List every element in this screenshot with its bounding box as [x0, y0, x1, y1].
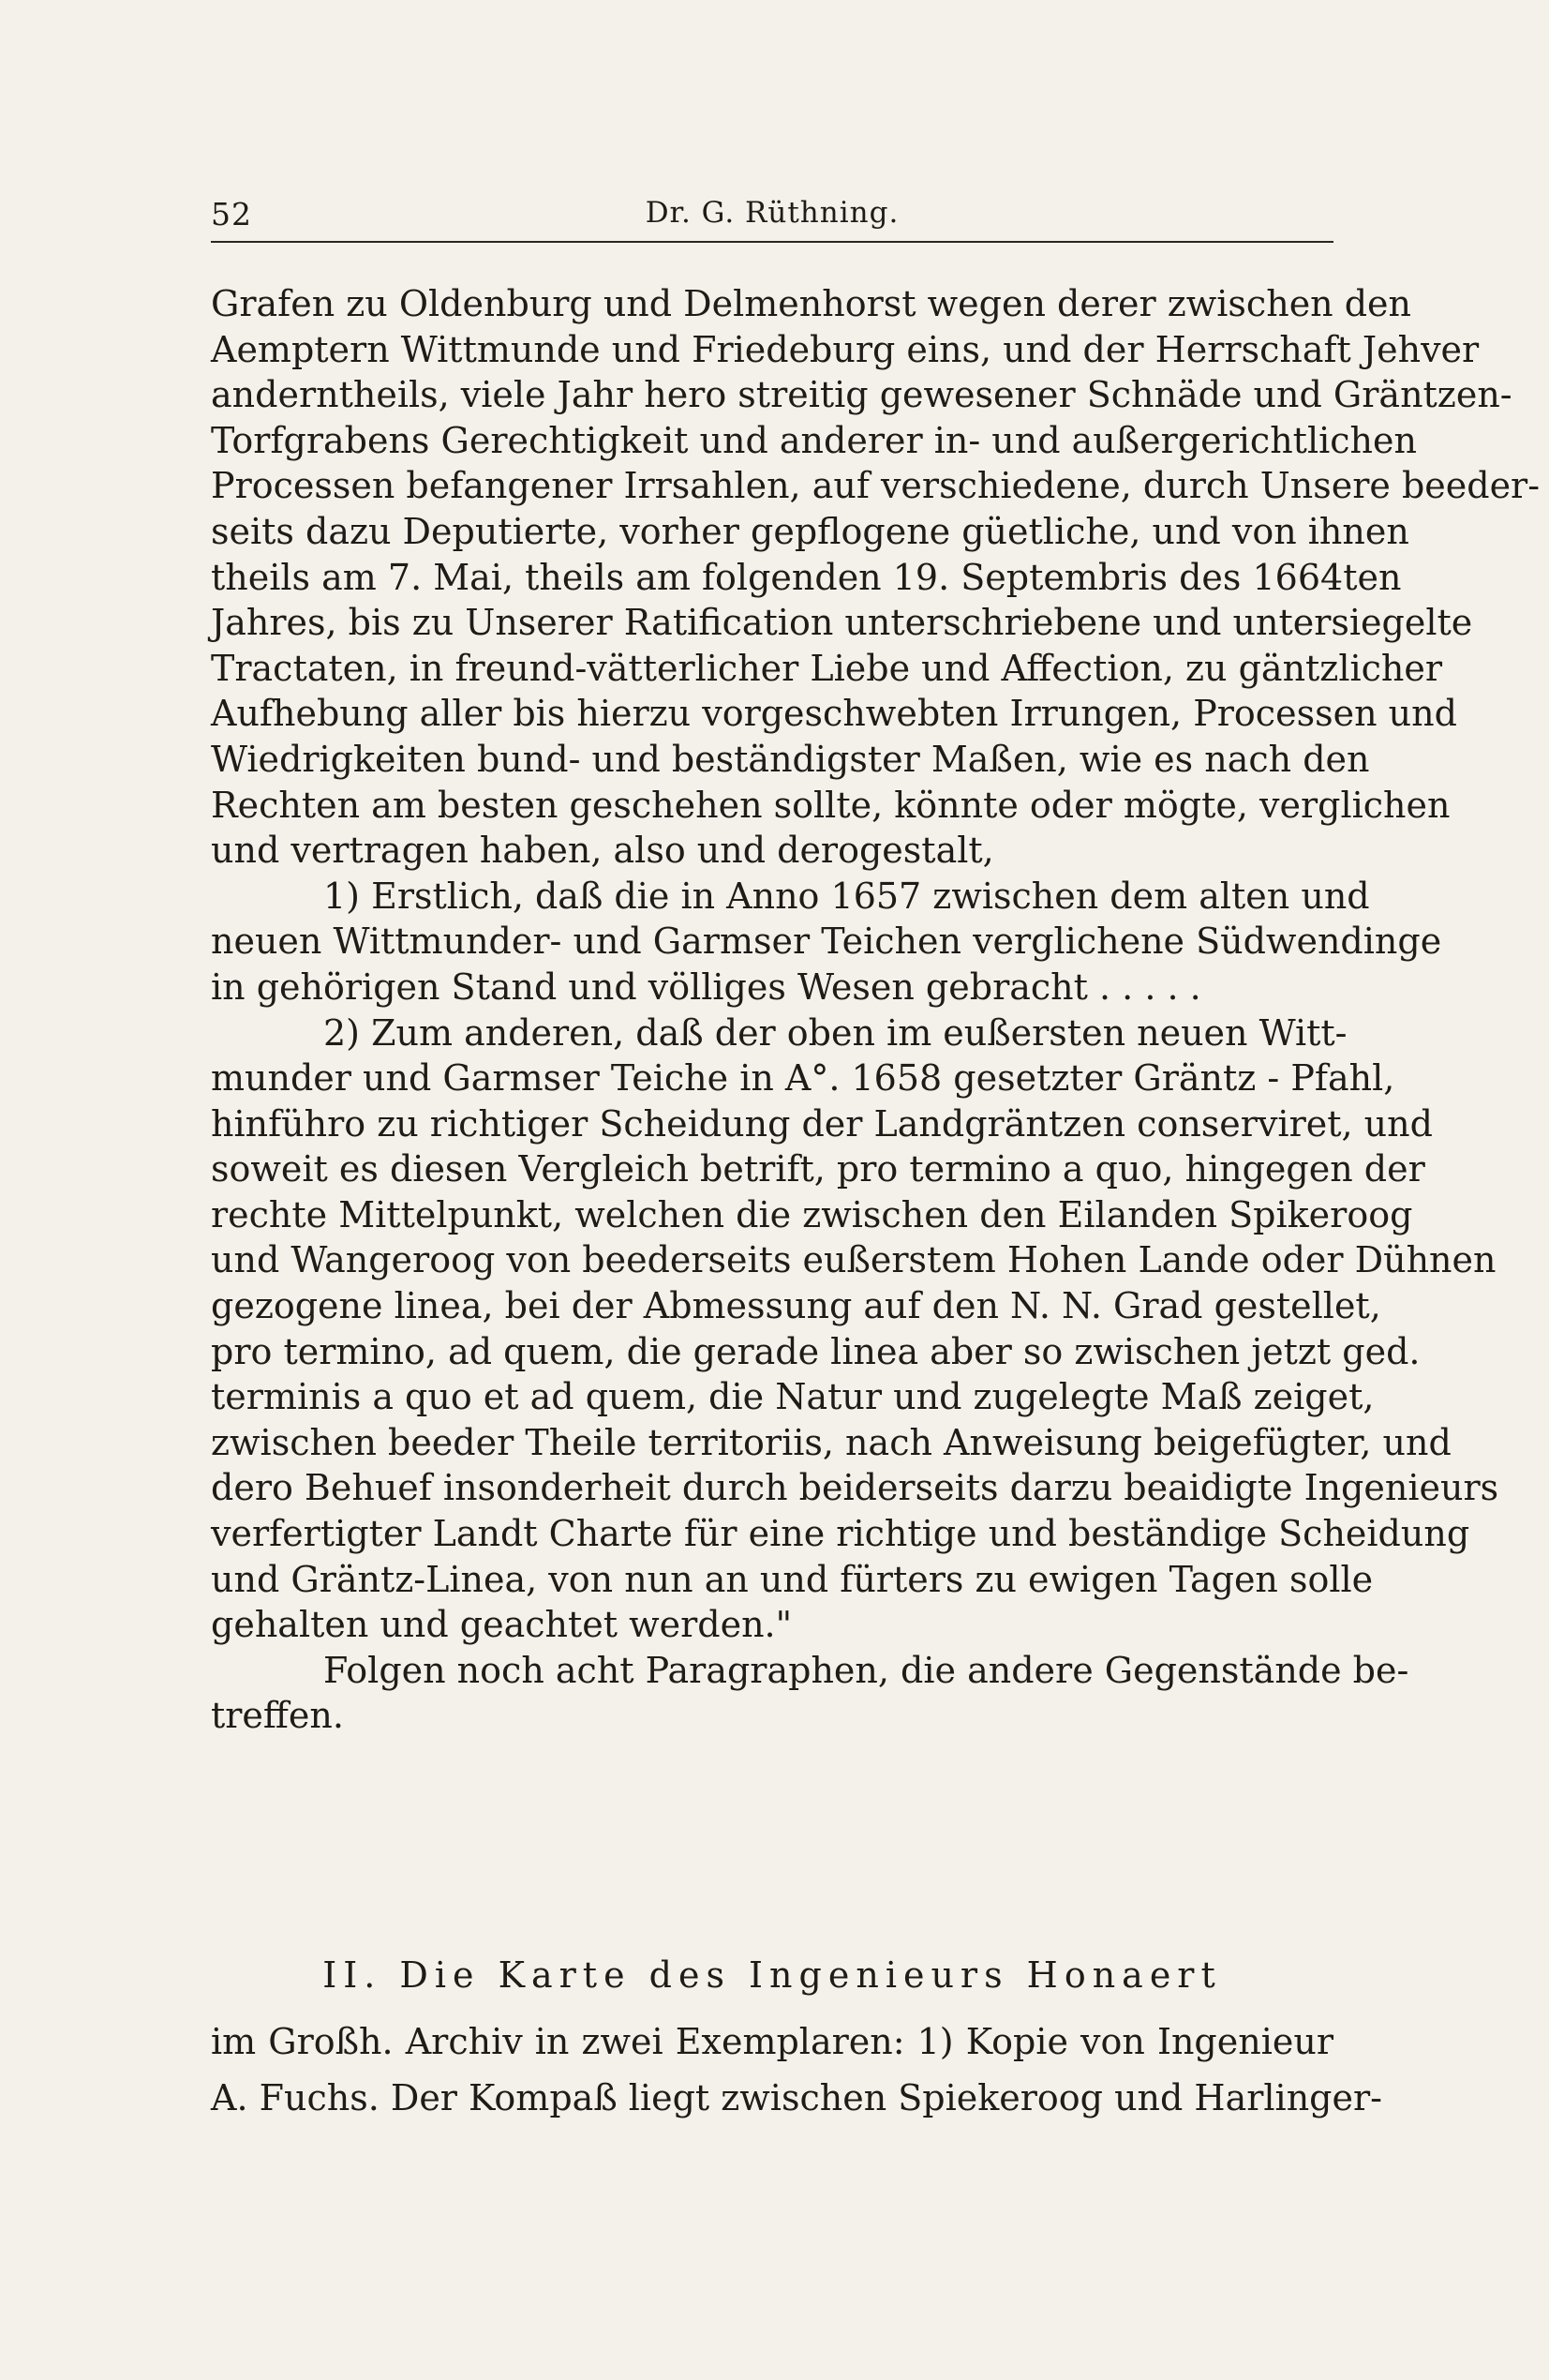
text-line: Processen befangener Irrsahlen, auf verschiedene, durch Unsere beeder- — [211, 465, 1541, 507]
text-line: verfertigter Landt Charte für eine richtige und beständige Scheidung — [211, 1513, 1470, 1555]
text-line: Aemptern Wittmunde und Friedeburg eins, und der Herrschaft Jehver — [211, 328, 1480, 370]
text-line: neuen Wittmunder- und Garmser Teichen verglichene Südwendinge — [211, 921, 1442, 963]
text-line: pro termino, ad quem, die gerade linea aber so zwischen jetzt ged. — [211, 1330, 1421, 1372]
text-line: treffen. — [211, 1695, 344, 1737]
text-line: und Wangeroog von beederseits eußerstem Hohen Lande oder Dühnen — [211, 1239, 1497, 1281]
text-line: A. Fuchs. Der Kompaß liegt zwischen Spiekeroog und Harlinger- — [211, 2077, 1382, 2118]
text-line: in gehörigen Stand und völliges Wesen gebracht . . . . . — [211, 965, 1201, 1008]
text-line: zwischen beeder Theile territoriis, nach Anweisung beigefügter, und — [211, 1421, 1452, 1463]
text-line: Rechten am besten geschehen sollte, könnte oder mögte, verglichen — [211, 784, 1451, 826]
text-line: seits dazu Deputierte, vorher gepflogene güetliche, und von ihnen — [211, 510, 1409, 552]
text-line: rechte Mittelpunkt, welchen die zwischen den Eilanden Spikeroog — [211, 1193, 1413, 1235]
text-line: gehalten und geachtet werden." — [211, 1604, 793, 1646]
text-line: Torfgrabens Gerechtigkeit und anderer in- und außergerichtlichen — [211, 419, 1417, 461]
text-line: anderntheils, viele Jahr hero streitig gewesener Schnäde und Gräntzen- — [211, 374, 1512, 416]
text-line: soweit es diesen Vergleich betrift, pro termino a quo, hingegen der — [211, 1148, 1425, 1190]
text-line: theils am 7. Mai, theils am folgenden 19. Septembris des 1664ten — [211, 556, 1402, 598]
text-line: hinführo zu richtiger Scheidung der Landgräntzen conserviret, und — [211, 1102, 1433, 1145]
section-heading: II. Die Karte des Ingenieurs Honaert — [322, 1954, 1222, 1996]
body-text — [211, 281, 1541, 1739]
text-line: Wiedrigkeiten bund- und beständigster Maßen, wie es nach den — [211, 738, 1370, 780]
text-line: Folgen noch acht Paragraphen, die andere Gegenstände be- — [323, 1649, 1409, 1691]
text-line: 2) Zum anderen, daß der oben im eußersten neuen Witt- — [323, 1011, 1348, 1054]
text-line: Grafen zu Oldenburg und Delmenhorst wegen derer zwischen den — [211, 283, 1412, 324]
text-line: und Gräntz-Linea, von nun an und fürters zu ewigen Tagen solle — [211, 1558, 1374, 1600]
text-line: 1) Erstlich, daß die in Anno 1657 zwischen dem alten und — [323, 875, 1370, 917]
running-title: Dr. G. Rüthning. — [645, 196, 900, 230]
page-header — [211, 192, 1333, 243]
text-line: terminis a quo et ad quem, die Natur und zugelegte Maß zeiget, — [211, 1376, 1375, 1418]
text-line: im Großh. Archiv in zwei Exemplaren: 1) Kopie von Ingenieur — [211, 2021, 1333, 2062]
text-line: Aufhebung aller bis hierzu vorgeschwebten Irrungen, Processen und — [211, 693, 1457, 735]
text-line: Tractaten, in freund-vätterlicher Liebe und Affection, zu gäntzlicher — [211, 647, 1443, 689]
text-line: Jahres, bis zu Unserer Ratification unterschriebene und untersiegelte — [211, 602, 1473, 644]
text-line: und vertragen haben, also und derogestalt, — [211, 830, 994, 872]
page-number: 52 — [211, 196, 252, 232]
section-text — [211, 2013, 1382, 2126]
text-line: dero Behuef insonderheit durch beiderseits darzu beaidigte Ingenieurs — [211, 1467, 1499, 1509]
text-line: gezogene linea, bei der Abmessung auf den N. N. Grad gestellet, — [211, 1285, 1381, 1327]
text-line: munder und Garmser Teiche in A°. 1658 gesetzter Gräntz - Pfahl, — [211, 1057, 1395, 1100]
